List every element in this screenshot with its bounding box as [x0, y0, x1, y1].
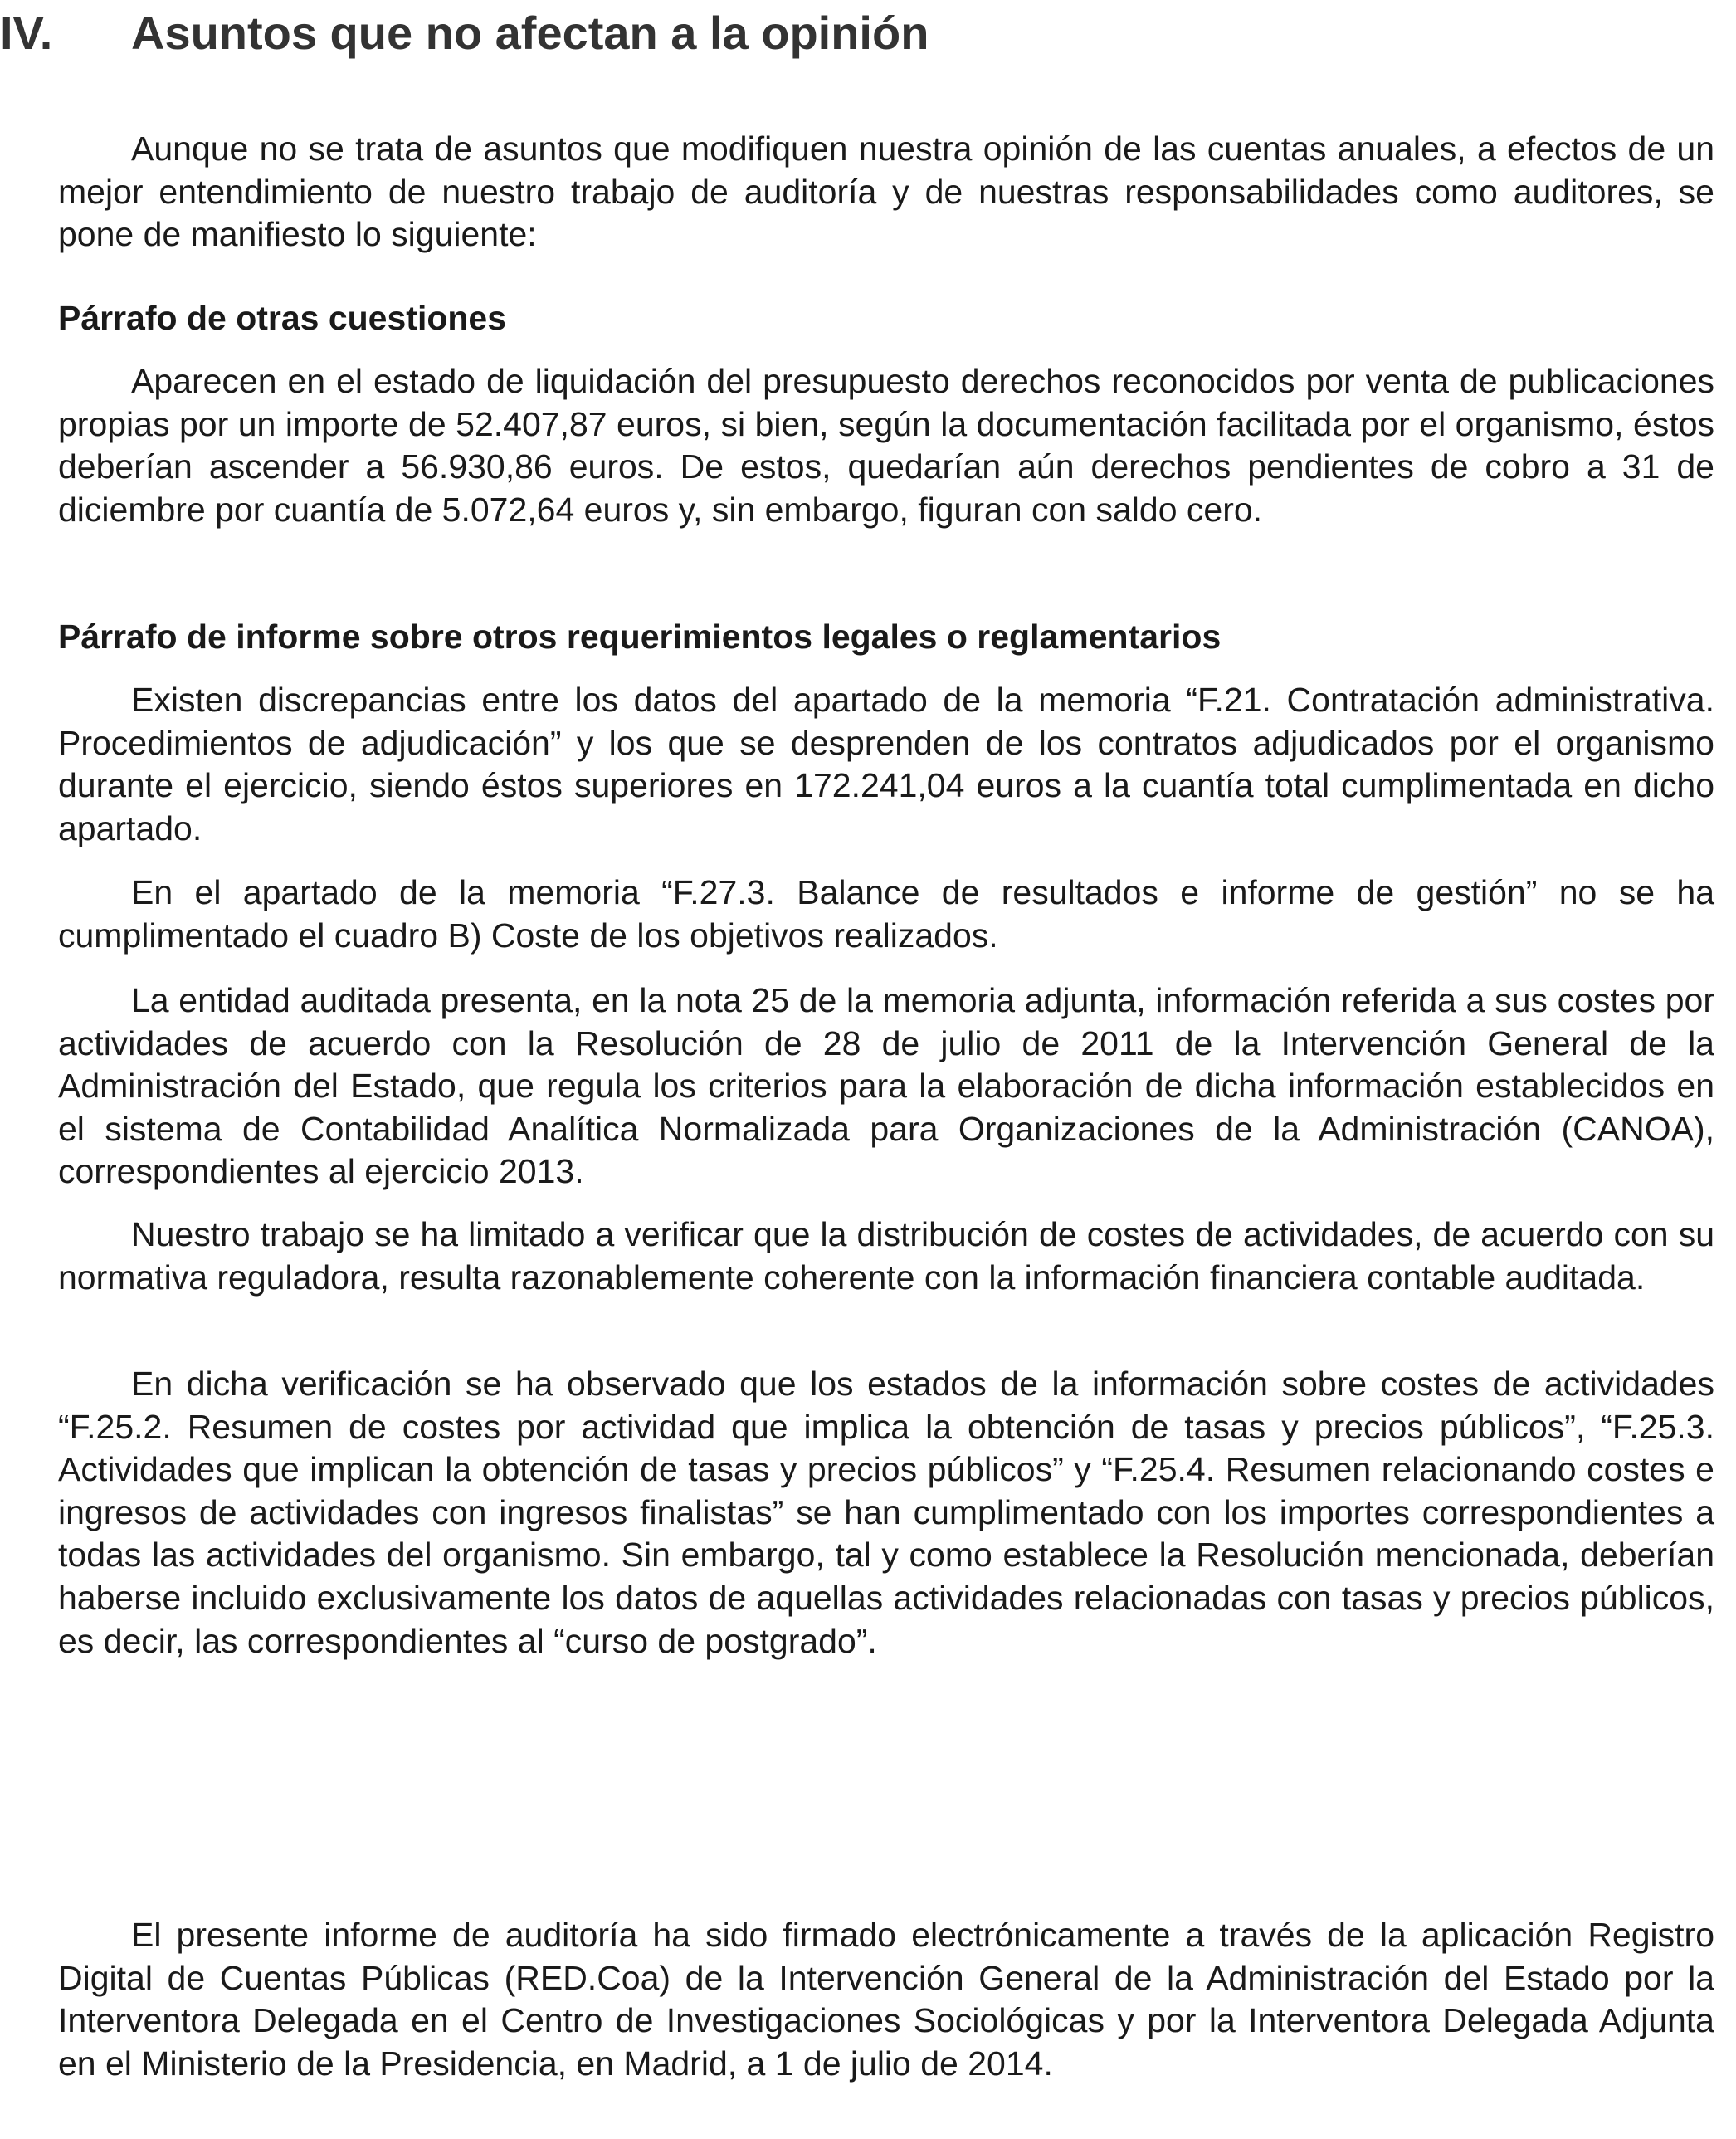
- requerimientos-paragraph-5: En dicha verificación se ha observado que los estados de la información sobre costes de actividades “F.25.2. Resumen de costes por actividad que implica la obtención de tasas y precios públicos”, “F.25.3. Actividades que implican la obtención de tasas y precios públicos” y “F.25.4. Resumen relacionando costes e ingresos de actividades con ingresos finalistas” se han cumplimentado con los importes correspondientes a todas las actividades del organismo. Sin embargo, tal y como establece la Resolución mencionada, deberían haberse incluido exclusivamente los datos de aquellas actividades relacionadas con tasas y precios públicos, es decir, las correspondientes al “curso de postgrado”.: [58, 1365, 1714, 1660]
- section-number: IV.: [0, 7, 53, 59]
- requerimientos-paragraph-4: Nuestro trabajo se ha limitado a verificar que la distribución de costes de actividades, de acuerdo con su normativa reguladora, resulta razonablemente coherente con la información financiera contable auditada.: [58, 1215, 1714, 1297]
- heading-requerimientos: Párrafo de informe sobre otros requerimientos legales o reglamentarios: [58, 618, 1222, 656]
- otras-cuestiones-paragraph: Aparecen en el estado de liquidación del presupuesto derechos reconocidos por venta de publicaciones propias por un importe de 52.407,87 euros, si bien, según la documentación facilitada por el organismo, éstos deberían ascender a 56.930,86 euros. De estos, quedarían aún derechos pendientes de cobro a 31 de diciembre por cuantía de 5.072,64 euros y, sin embargo, figuran con saldo cero.: [58, 362, 1714, 529]
- section-title: Asuntos que no afectan a la opinión: [131, 7, 929, 59]
- requerimientos-paragraph-3: La entidad auditada presenta, en la nota 25 de la memoria adjunta, información referida a sus costes por actividades de acuerdo con la Resolución de 28 de julio de 2011 de la Intervención General de la Administración del Estado, que regula los criterios para la elaboración de dicha información establecidos en el sistema de Contabilidad Analítica Normalizada para Organizaciones de la Administración (CANOA), correspondientes al ejercicio 2013.: [58, 981, 1714, 1191]
- closing-paragraph: El presente informe de auditoría ha sido firmado electrónicamente a través de la aplicación Registro Digital de Cuentas Públicas (RED.Coa) de la Intervención General de la Administración del Estado por la Interventora Delegada en el Centro de Investigaciones Sociológicas y por la Interventora Delegada Adjunta en el Ministerio de la Presidencia, en Madrid, a 1 de julio de 2014.: [58, 1916, 1714, 2083]
- heading-otras-cuestiones: Párrafo de otras cuestiones: [58, 299, 507, 337]
- requerimientos-paragraph-1: Existen discrepancias entre los datos del apartado de la memoria “F.21. Contratación administrativa. Procedimientos de adjudicación” y los que se desprenden de los contratos adjudicados por el organismo durante el ejercicio, siendo éstos superiores en 172.241,04 euros a la cuantía total cumplimentada en dicho apartado.: [58, 681, 1714, 847]
- section-heading: [0, 0, 1736, 66]
- intro-paragraph: Aunque no se trata de asuntos que modifiquen nuestra opinión de las cuentas anuales, a efectos de un mejor entendimiento de nuestro trabajo de auditoría y de nuestras responsabilidades como auditores, se pone de manifiesto lo siguiente:: [58, 129, 1714, 254]
- requerimientos-paragraph-2: En el apartado de la memoria “F.27.3. Balance de resultados e informe de gestión” no se ha cumplimentado el cuadro B) Coste de los objetivos realizados.: [58, 873, 1714, 955]
